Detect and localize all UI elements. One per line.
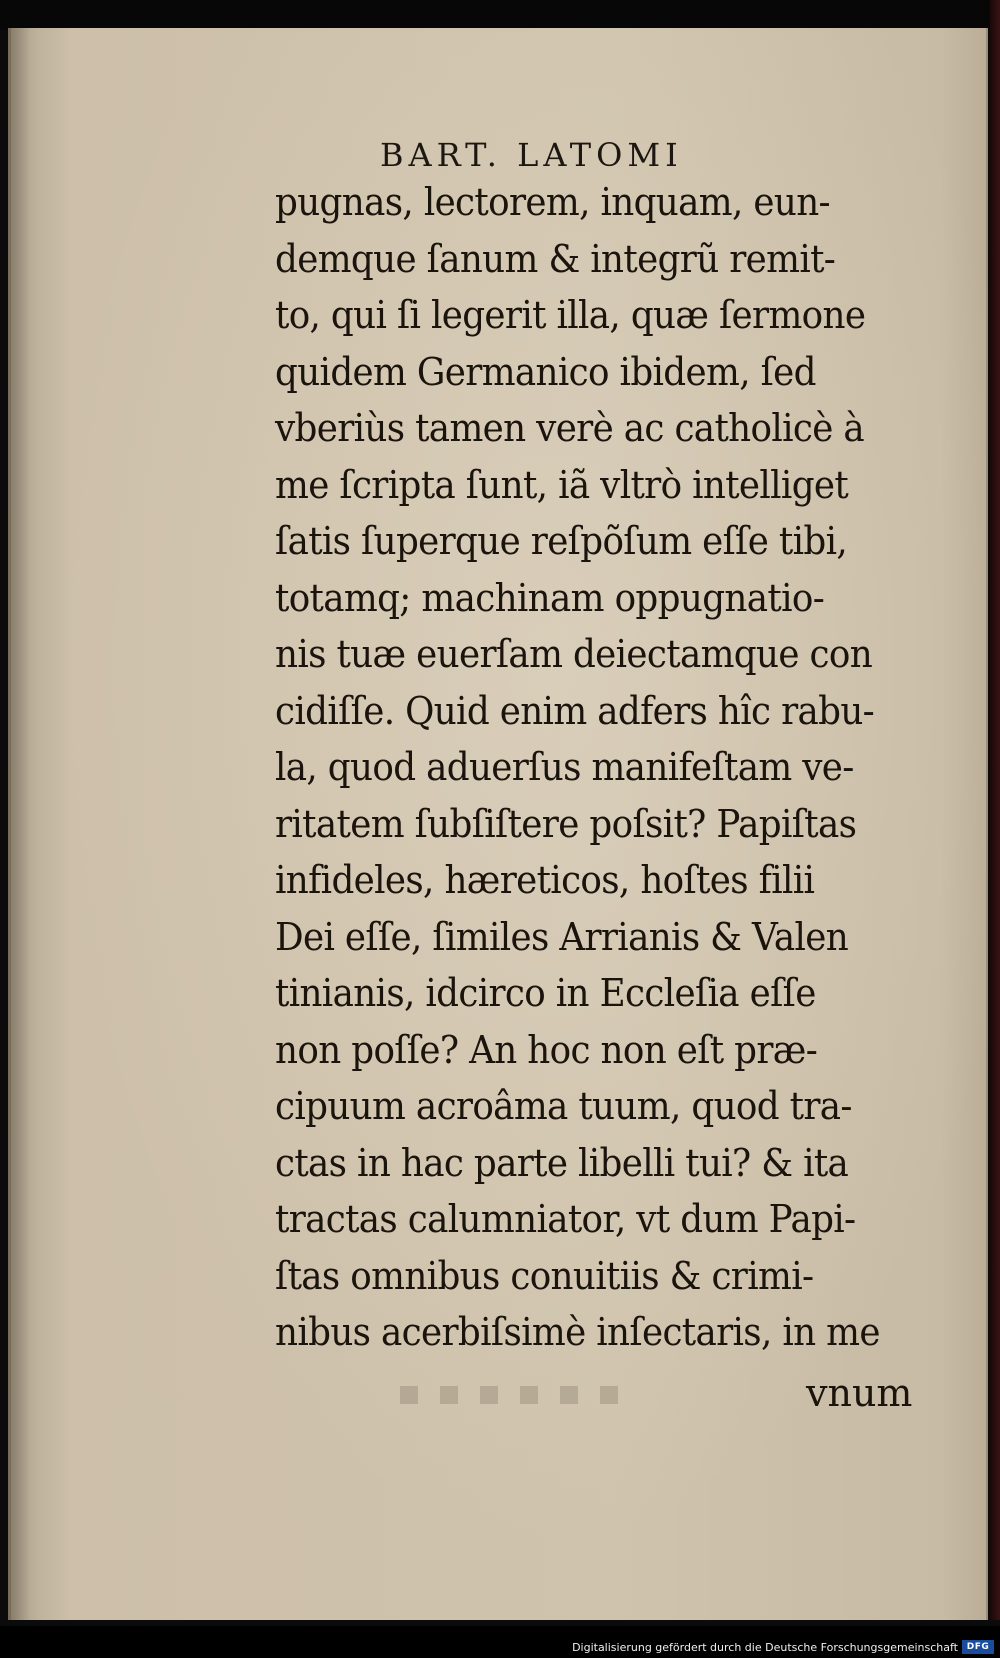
text-line: me ſcripta ſunt, iã vltrò intelliget — [275, 462, 849, 507]
scan-top-border — [0, 0, 1000, 30]
text-line: ctas in hac parte libelli tui? & ita — [275, 1140, 849, 1185]
show-through-ink — [400, 1386, 620, 1404]
digitization-credit: Digitalisierung gefördert durch die Deutsche Forschungsgemeinschaft — [572, 1641, 958, 1654]
text-line: tractas calumniator, vt dum Papi- — [275, 1197, 856, 1241]
running-head: BART. LATOMI — [380, 136, 683, 174]
text-line: vberiùs tamen verè ac catholicè à — [275, 406, 865, 450]
body-text — [275, 174, 935, 1361]
text-line: ritatem ſubſiſtere poſsit? Papiſtas — [275, 801, 857, 846]
text-line: nibus acerbiſsimè inſectaris, in me — [275, 1310, 880, 1354]
text-line: nis tuæ euerſam deiectamque con — [275, 632, 873, 676]
text-line: pugnas, lectorem, inquam, eun- — [275, 180, 830, 224]
text-line: Dei eſſe, ſimiles Arrianis & Valen — [275, 914, 849, 959]
text-line: ſatis ſuperque reſpõſum eſſe tibi, — [275, 519, 848, 563]
text-line: to, qui ſi legerit illa, quæ ſermone — [275, 293, 866, 337]
text-line: demque ſanum & integrũ remit- — [275, 236, 836, 281]
catchword: vnum — [806, 1371, 913, 1415]
text-line: totamq; machinam oppugnatio- — [275, 575, 825, 620]
text-line: ſtas omnibus conuitiis & crimi- — [275, 1253, 814, 1298]
text-line: non poſſe? An hoc non eſt præ- — [275, 1027, 818, 1072]
text-line: quidem Germanico ibidem, ſed — [275, 349, 816, 394]
dfg-logo: DFG — [962, 1640, 994, 1654]
text-line: la, quod aduerſus manifeſtam ve- — [275, 745, 854, 789]
text-line: infideles, hæreticos, hoſtes filii — [275, 858, 815, 902]
page-gutter-shadow — [8, 28, 30, 1620]
book-cover-edge — [990, 0, 1000, 1620]
text-line: tinianis, idcirco in Eccleſia eſſe — [275, 971, 816, 1015]
text-line: cidiſſe. Quid enim adfers hîc rabu- — [275, 688, 875, 733]
text-line: cipuum acroâma tuum, quod tra- — [275, 1084, 852, 1128]
